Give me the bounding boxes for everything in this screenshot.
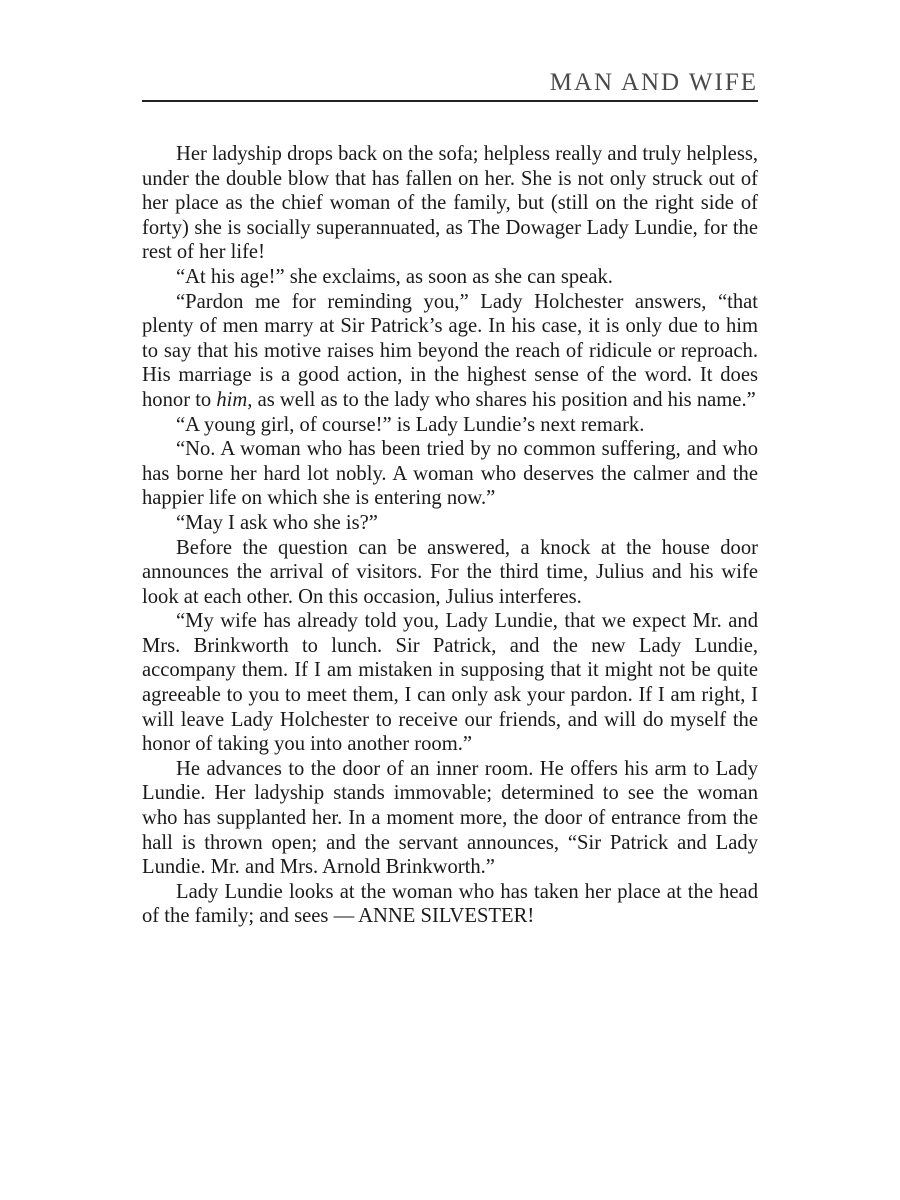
paragraph-3-text-end: as well as to the lady who shares his position and his name.”: [252, 388, 756, 411]
paragraph-6: “May I ask who she is?”: [176, 511, 378, 534]
header-rule: [142, 100, 758, 102]
running-head-title: MAN AND WIFE: [549, 69, 758, 96]
paragraph-8: “My wife has already told you, Lady Lundie, that we expect Mr. and Mrs. Brinkworth to lunch. Sir Patrick, and the new Lady Lundie, accompany them. If I am mistaken in supposing that it might not be quite agreeable to you to meet them, I can only ask your pardon. If I am right, I will leave Lady Holchester to receive our friends, and will do myself the honor of taking you into another room.”: [142, 610, 758, 756]
paragraph-3-emphasis: him,: [216, 388, 253, 411]
paragraph-1: Her ladyship drops back on the sofa; helpless really and truly helpless, under the double blow that has fallen on her. She is not only struck out of her place as the chief woman of the family, but (still on the right side of forty) she is socially superannuated, as The Dowager Lady Lundie, for the rest of her life!: [142, 143, 758, 264]
paragraph-5: “No. A woman who has been tried by no common suffering, and who has borne her hard lot nobly. A woman who deserves the calmer and the happier life on which she is entering now.”: [142, 438, 758, 510]
paragraph-2: “At his age!” she exclaims, as soon as she can speak.: [176, 265, 613, 288]
paragraph-10: Lady Lundie looks at the woman who has taken her place at the head of the family; and sees — ANNE SILVESTER!: [142, 880, 758, 928]
paragraph-3-text-start: “Pardon me for reminding you,” Lady Holchester answers, “that plenty of men marry at Sir Patrick’s age. In his case, it is only due to him to say that his motive raises him beyond the reach of ridicule or reproach. His marriage is a good action, in the highest sense of the word. It does honor to: [142, 290, 758, 411]
paragraph-3: [142, 290, 758, 413]
body-text: [142, 142, 758, 929]
paragraph-7: Before the question can be answered, a knock at the house door announces the arrival of visitors. For the third time, Julius and his wife look at each other. On this occasion, Julius interferes.: [142, 536, 758, 608]
paragraph-4: “A young girl, of course!” is Lady Lundie’s next remark.: [176, 413, 645, 436]
paragraph-9: He advances to the door of an inner room. He offers his arm to Lady Lundie. Her ladyship stands immovable; determined to see the woman who has supplanted her. In a moment more, the door of entrance from the hall is thrown open; and the servant announces, “Sir Patrick and Lady Lundie. Mr. and Mrs. Arnold Brinkworth.”: [142, 757, 758, 879]
